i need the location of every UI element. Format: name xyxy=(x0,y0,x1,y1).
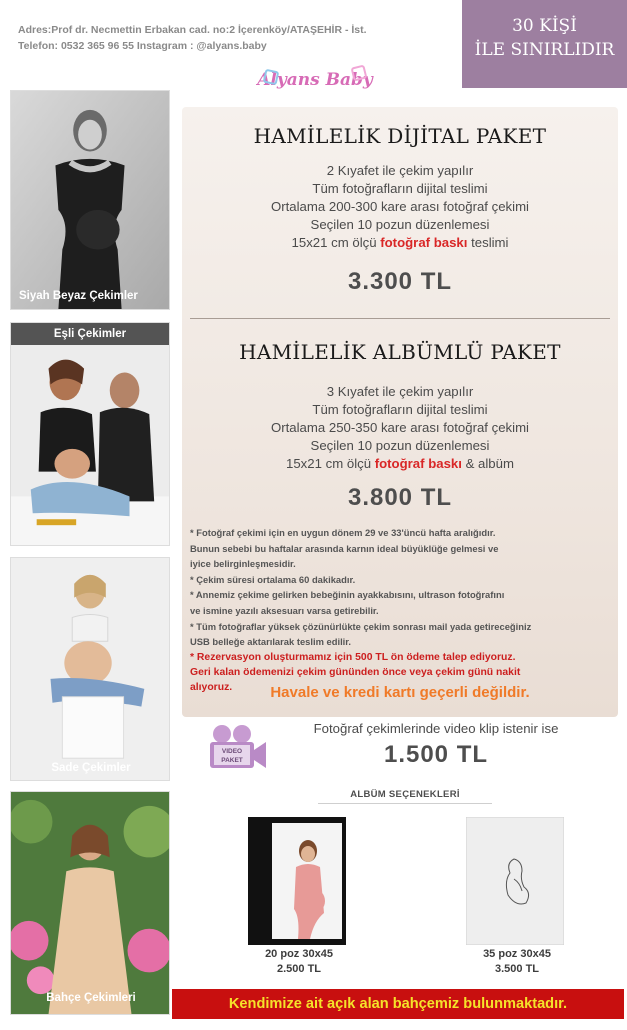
album-option-black xyxy=(248,817,346,945)
feature-line-print xyxy=(182,455,618,473)
photo-simple xyxy=(10,557,170,781)
album-caption-price: 2.500 TL xyxy=(276,963,322,975)
photo-couple xyxy=(10,322,170,546)
note-line: * Tüm fotoğraflar yüksek çözünürlükte çekim sonrası mail yada getireceğiniz xyxy=(190,620,532,632)
video-camera-icon xyxy=(206,722,268,774)
photo-label-simple: Sade Çekimler xyxy=(51,762,131,774)
note-line: * Çekim süresi ortalama 60 dakikadır. xyxy=(190,573,356,585)
video-icon-label-1: VIDEO xyxy=(221,748,243,755)
album-caption-2 xyxy=(452,947,582,977)
photo-label-couple: Eşli Çekimler xyxy=(11,323,169,345)
reservation-note-line: Geri kalan ödemenizi çekim gününden önce veya çekim günü nakit xyxy=(190,666,521,678)
album-caption-size: 35 poz 30x45 xyxy=(483,948,551,960)
note-line: * Annemiz çekime gelirken bebeğinin ayakkabısını, ultrason fotoğrafını xyxy=(190,589,505,601)
note-line: Bunun sebebi bu haftalar arasında karnın ideal büyüklüğe gelmesi ve xyxy=(190,542,499,554)
album-package-features xyxy=(182,383,618,473)
print-highlight: fotoğraf baskı xyxy=(374,456,462,471)
white-album-image xyxy=(466,817,564,945)
feature-line: Tüm fotoğrafların dijital teslimi xyxy=(312,181,488,196)
capacity-line-1: 30 KİŞİ xyxy=(512,16,577,36)
photo-garden xyxy=(10,791,170,1015)
print-suffix: & albüm xyxy=(461,456,514,471)
print-highlight: fotoğraf baskı xyxy=(380,235,468,250)
package-divider xyxy=(190,318,610,319)
print-prefix: 15x21 cm ölçü xyxy=(291,235,381,250)
album-options-title: ALBÜM SEÇENEKLERİ xyxy=(318,789,492,804)
header-info xyxy=(18,22,448,54)
feature-line: Ortalama 250-350 kare arası fotoğraf çekimi xyxy=(270,420,529,435)
album-package-price: 3.800 TL xyxy=(347,484,453,511)
capacity-line-2: İLE SINIRLIDIR xyxy=(474,40,615,60)
album-option-white xyxy=(466,817,564,945)
feature-line: Ortalama 200-300 kare arası fotoğraf çekimi xyxy=(270,199,529,214)
reservation-note-line: alıyoruz. xyxy=(190,682,233,694)
album-caption-1 xyxy=(234,947,364,977)
payment-note: Havale ve kredi kartı geçerli değildir. xyxy=(270,684,530,701)
capacity-badge xyxy=(462,0,627,88)
feature-line-print xyxy=(182,234,618,252)
feature-line: Seçilen 10 pozun düzenlemesi xyxy=(310,217,490,232)
feature-line: Tüm fotoğrafların dijital teslimi xyxy=(312,402,488,417)
video-icon-label-2: PAKET xyxy=(221,757,243,764)
album-caption-size: 20 poz 30x45 xyxy=(265,948,333,960)
contact-text: Telefon: 0532 365 96 55 Instagram : @alyans.baby xyxy=(18,40,267,52)
photo-label-black-white: Siyah Beyaz Çekimler xyxy=(19,290,138,302)
garden-portrait-image xyxy=(11,792,169,1014)
black-album-image xyxy=(248,817,346,945)
feature-line: Seçilen 10 pozun düzenlemesi xyxy=(310,438,490,453)
note-line: USB belleğe aktarılarak teslim edilir. xyxy=(190,636,352,648)
video-package-text: Fotoğraf çekimlerinde video klip istenir ise xyxy=(313,721,559,736)
digital-package-title: HAMİLELİK DİJİTAL PAKET xyxy=(253,124,547,148)
note-line: iyice belirginleşmesidir. xyxy=(190,558,296,570)
packages-panel xyxy=(182,107,618,717)
digital-package-features xyxy=(182,162,618,252)
video-package-price: 1.500 TL xyxy=(383,741,489,768)
reservation-note-line: * Rezervasyon oluşturmamız için 500 TL ön ödeme talep ediyoruz. xyxy=(190,651,516,663)
black-white-portrait-image xyxy=(11,91,169,309)
album-caption-price: 3.500 TL xyxy=(494,963,540,975)
print-suffix: teslimi xyxy=(467,235,509,250)
brand-logo xyxy=(256,60,374,100)
photo-black-white xyxy=(10,90,170,310)
info-notes xyxy=(190,525,616,695)
garden-banner: Kendimize ait açık alan bahçemiz bulunmaktadır. xyxy=(172,989,624,1019)
digital-package-price: 3.300 TL xyxy=(347,268,453,295)
note-line: ve ismine yazılı aksesuarı varsa getirebilir. xyxy=(190,604,379,616)
address-text: Adres:Prof dr. Necmettin Erbakan cad. no:2 İçerenköy/ATAŞEHİR - İst. xyxy=(18,24,367,36)
photo-label-garden: Bahçe Çekimleri xyxy=(46,992,136,1004)
feature-line: 3 Kıyafet ile çekim yapılır xyxy=(326,384,474,399)
simple-portrait-image xyxy=(11,558,169,780)
print-prefix: 15x21 cm ölçü xyxy=(286,456,375,471)
logo-block-icon xyxy=(263,69,280,86)
note-line: * Fotoğraf çekimi için en uygun dönem 29 ve 33'üncü hafta aralığıdır. xyxy=(190,527,496,538)
album-package-title: HAMİLELİK ALBÜMLÜ PAKET xyxy=(239,340,561,364)
couple-portrait-image xyxy=(11,323,169,545)
feature-line: 2 Kıyafet ile çekim yapılır xyxy=(326,163,474,178)
logo-text: Alyans Baby xyxy=(257,70,373,90)
